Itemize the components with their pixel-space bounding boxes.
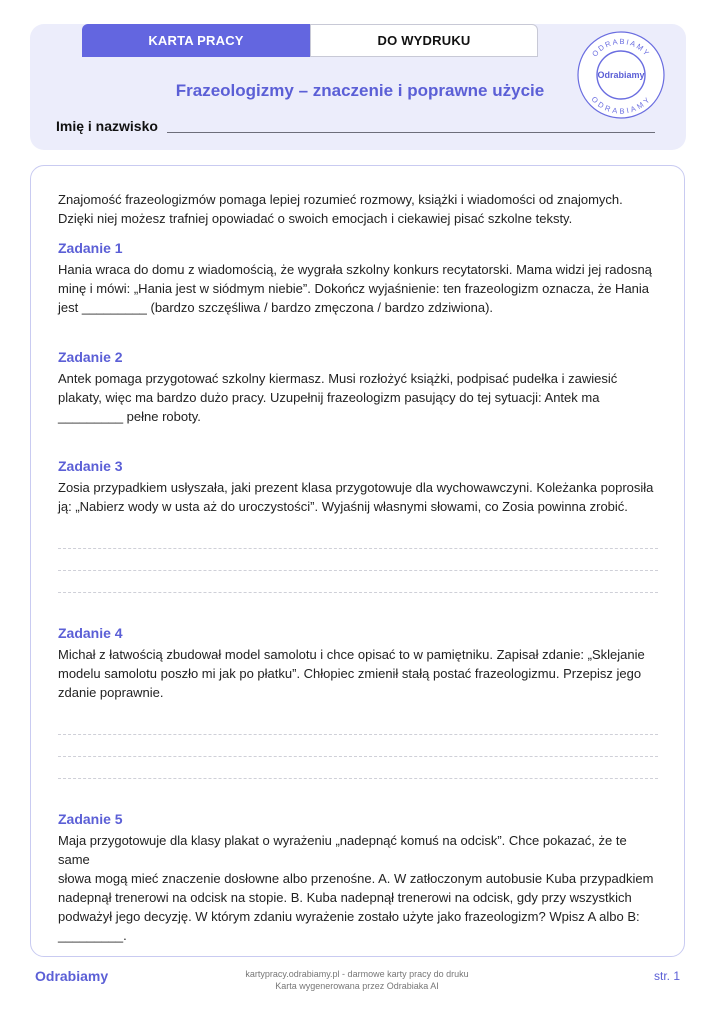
task-line: podważył jego decyzję. W którym zdaniu wyrażenie zostało użyte jako frazeologizm? Wpisz A albo B:	[58, 909, 640, 924]
task-line: Zosia przypadkiem usłyszała, jaki prezent klasa przygotowuje dla wychowawczyni. Koleżanka poprosiła	[58, 480, 654, 495]
task-line: jest _________ (bardzo szczęśliwa / bardzo zmęczona / bardzo zdziwiona).	[58, 300, 494, 315]
task-text	[58, 831, 658, 945]
intro-text	[58, 190, 658, 228]
task-line: plakaty, więc ma bardzo dużo pracy. Uzupełnij frazeologizm pasujący do tej sytuacji: Antek ma	[58, 390, 600, 405]
answer-line[interactable]	[58, 713, 658, 735]
intro-line: Znajomość frazeologizmów pomaga lepiej rozumieć rozmowy, książki i wiadomości od znajomych.	[58, 192, 623, 207]
task-line: nadepnął trenerowi na odcisk na stopie. B. Kuba nadepnął trenerowi na odcisk, gdy przy wszystkich	[58, 890, 632, 905]
task-line: słowa mogą mieć znaczenie dosłowne albo przenośne. A. W zatłoczonym autobusie Kuba przypadkiem	[58, 871, 654, 886]
answer-line[interactable]	[58, 549, 658, 571]
name-label: Imię i nazwisko	[56, 118, 158, 134]
answer-line[interactable]	[58, 735, 658, 757]
task-title: Zadanie 1	[58, 240, 123, 256]
task-line: modelu samolotu poszło mi jak po płatku”. Chłopiec zmienił stałą postać frazeologizmu. Przepisz jego	[58, 666, 642, 681]
task-2	[58, 348, 658, 426]
task-text	[58, 478, 658, 516]
answer-line[interactable]	[58, 527, 658, 549]
task-line: ją: „Nabierz wody w usta aż do uroczystości”. Wyjaśnij własnymi słowami, co Zosia powinna zrobić.	[58, 499, 628, 514]
intro-line: Dzięki niej możesz trafniej opowiadać o swoich emocjach i ciekawiej pisać szkolne teksty.	[58, 211, 573, 226]
answer-line[interactable]	[58, 571, 658, 593]
footer-generated: Karta wygenerowana przez Odrabiaka AI	[275, 981, 439, 991]
answer-area[interactable]	[58, 713, 658, 779]
task-title: Zadanie 4	[58, 625, 123, 641]
footer-url[interactable]: kartypracy.odrabiamy.pl - darmowe karty pracy do druku	[245, 969, 469, 979]
task-text	[58, 369, 658, 426]
task-5	[58, 810, 658, 945]
task-1	[58, 239, 658, 317]
task-line: zdanie poprawnie.	[58, 685, 164, 700]
name-input-line[interactable]	[167, 132, 655, 133]
task-line: Michał z łatwością zbudował model samolotu i chce opisać to w pamiętniku. Zapisał zdanie: „Sklejanie	[58, 647, 645, 662]
footer-brand[interactable]: Odrabiamy	[35, 968, 109, 984]
task-3	[58, 457, 658, 593]
page-title: Frazeologizmy – znaczenie i poprawne użycie	[175, 81, 545, 100]
task-text	[58, 260, 658, 317]
stamp-top-arc: ODRABIAMY	[590, 36, 652, 59]
task-4	[58, 624, 658, 779]
task-line: minę i mówi: „Hania jest w siódmym niebie”. Dokończ wyjaśnienie: ten frazeologizm oznacza, że Hania	[58, 281, 650, 296]
stamp-bottom-arc: ODRABIAMY	[589, 94, 653, 116]
tab-do-wydruku[interactable]: DO WYDRUKU	[310, 24, 538, 57]
task-line: Hania wraca do domu z wiadomością, że wygrała szkolny konkurs recytatorski. Mama widzi jej radosną	[58, 262, 652, 277]
stamp-center-text: Odrabiamy	[597, 70, 645, 80]
answer-area[interactable]	[58, 527, 658, 593]
task-title: Zadanie 3	[58, 458, 123, 474]
task-line: Maja przygotowuje dla klasy plakat o wyrażeniu „nadepnąć komuś na odcisk”. Chce pokazać, że te same	[58, 833, 627, 867]
answer-line[interactable]	[58, 757, 658, 779]
task-line: _________ pełne roboty.	[58, 409, 201, 424]
footer-info	[200, 968, 514, 992]
task-line: _________.	[58, 928, 127, 943]
task-line: Antek pomaga przygotować szkolny kiermasz. Musi rozłożyć książki, podpisać pudełka i zawiesić	[58, 371, 618, 386]
worksheet-content	[58, 190, 658, 976]
odrabiamy-stamp-icon	[576, 30, 666, 120]
page-number: str. 1	[653, 969, 680, 983]
task-text	[58, 645, 658, 702]
tab-karta-pracy[interactable]: KARTA PRACY	[82, 24, 310, 57]
task-title: Zadanie 2	[58, 349, 123, 365]
task-title: Zadanie 5	[58, 811, 123, 827]
